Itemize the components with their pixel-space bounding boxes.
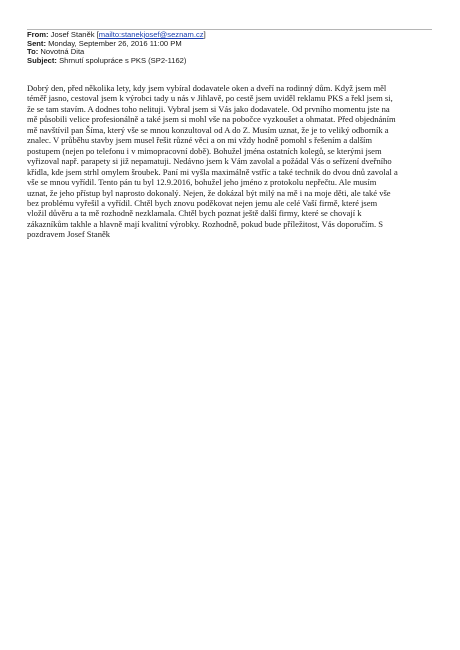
body-line: zákazníkům takhle a hlavně mají kvalitní výrobky. Rozhodně, pokud bude příležitost, Vás doporučím. S xyxy=(27,218,384,229)
to-value: Novotná Dita xyxy=(40,47,85,57)
body-line: postupem (nejen po telefonu i v mimopracovní době). Bohužel jména ostatních kolegů, se kterými jsem xyxy=(27,145,382,156)
body-line: vložil důvěru a ta mě rozhodně nezklamala. Chtěl bych poznat ještě další firmy, které se chovají k xyxy=(27,208,362,219)
subject-row xyxy=(27,57,432,66)
from-email-link[interactable]: mailto:stanekjosef@seznam.cz xyxy=(98,30,204,39)
from-name: Josef Staněk xyxy=(50,30,95,39)
to-label: To: xyxy=(27,47,39,57)
sent-value: Monday, September 26, 2016 11:00 PM xyxy=(48,38,182,48)
email-body xyxy=(27,83,434,240)
from-label: From: xyxy=(27,30,49,39)
from-row: From: Josef Staněk [mailto:stanekjosef@seznam.cz] xyxy=(27,30,206,39)
body-line: bez problému vyřešil a vyřídil. Chtěl bych znovu poděkovat nejen jemu ale celé Vaší firmě, které jsem xyxy=(27,197,378,208)
body-line: pozdravem Josef Staněk xyxy=(27,229,111,240)
subject-value: Shrnutí spolupráce s PKS (SP2-1162) xyxy=(59,55,187,65)
body-line: vše se mnou vyřídil. Tento pán tu byl 12.9.2016, bohužel jeho jméno z protokolu nepřečtu. Ale musím xyxy=(27,177,377,188)
subject-label: Subject: xyxy=(27,55,57,65)
sent-label: Sent: xyxy=(27,38,46,48)
sent-row xyxy=(27,40,432,49)
body-line: křídla, kde jsem strhl omylem šroubek. Paní mi vyšla maximálně vstříc a také technik do dvou dnů zavolal a xyxy=(27,166,398,177)
body-line: vyřizoval např. parapety si již nepamatuji. Nedávno jsem k Vám zavolal a požádal Vás o seřízení dveřního xyxy=(27,156,392,167)
body-line: uznat, že jeho přístup byl naprosto dokonalý. Nejen, že dokázal být milý na mě i na moje děti, ale také vše xyxy=(27,187,391,198)
email-header xyxy=(27,31,432,65)
body-line: mě působili velice profesionálně a také jsem si mohl vše na pobočce vyzkoušet a ohmatat. Před objednáním xyxy=(27,114,396,125)
body-line: mě navštívil pan Šíma, který vše se mnou konzultoval od A do Z. Musím uznat, že je to veliký odborník a xyxy=(27,124,389,135)
body-line: že se tam stavím. A dodnes toho nelituji. Vybral jsem si Vás jako dodavatele. Od prvního momentu jste na xyxy=(27,103,390,114)
body-line: znalec. V průběhu stavby jsem musel řešit různé věci a on mi vždy hodně pomohl s řešením a dalším xyxy=(27,135,373,146)
body-line: Dobrý den, před několika lety, kdy jsem vybíral dodavatele oken a dveří na rodinný dům. Když jsem měl xyxy=(27,83,387,93)
body-line: téměř jasno, cestoval jsem k výrobci tady u nás v Jihlavě, po cestě jsem uviděl reklamu PKS a řekl jsem si, xyxy=(27,93,393,104)
